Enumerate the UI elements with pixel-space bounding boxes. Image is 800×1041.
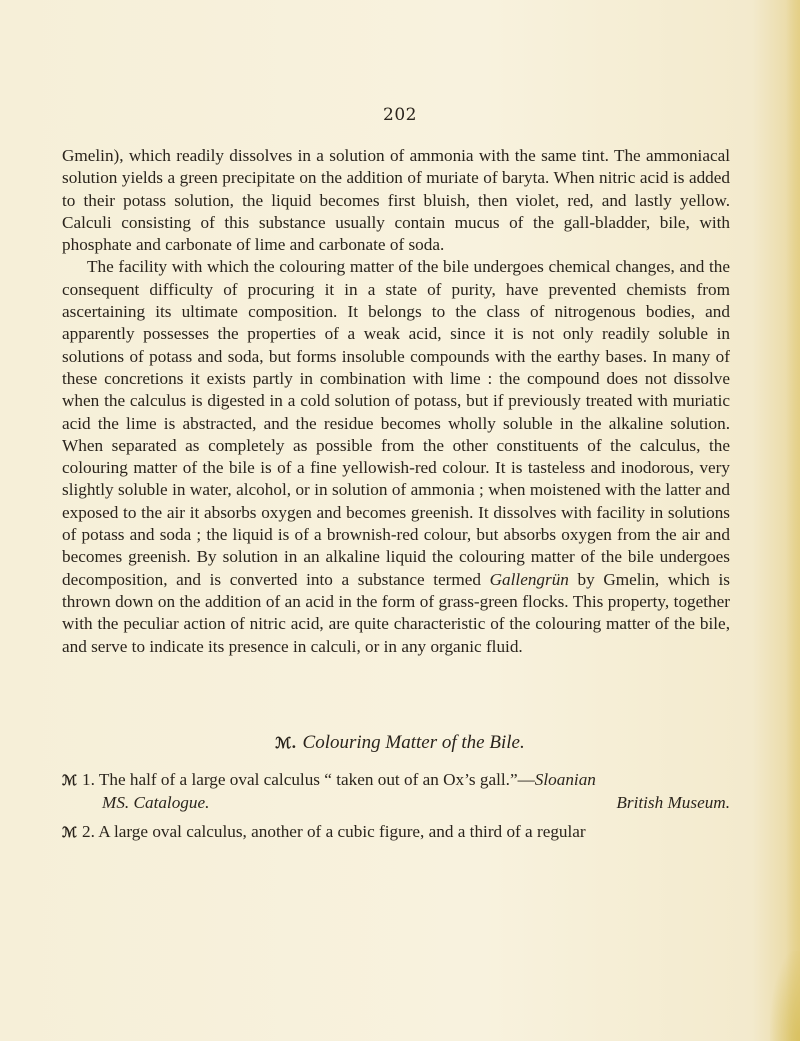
italic-term: Gallengrün	[489, 569, 569, 589]
section-heading	[0, 732, 800, 754]
page-edge-shading	[786, 0, 800, 1041]
page-number: 202	[383, 105, 417, 125]
entry-1-line	[62, 769, 730, 792]
heading-title: Colouring Matter of the Bile.	[302, 732, 525, 753]
entry-2-text: A large oval calculus, another of a cubic figure, and a third of a regular	[98, 821, 586, 841]
entry-1-continuation	[62, 792, 730, 814]
entry-2-number: 2.	[81, 821, 95, 841]
body-text	[62, 145, 730, 658]
heading-mark: ℳ.	[275, 734, 297, 752]
catalogue-entries	[62, 769, 730, 850]
corner-stain	[770, 951, 800, 1041]
entry-2-line	[62, 821, 730, 844]
entry-1-text: The half of a large oval calculus “ taken out of an Ox’s gall.”—	[98, 770, 535, 789]
entry-1-source: Sloanian	[534, 770, 596, 789]
entry-1-number: 1.	[81, 770, 95, 789]
paragraph-2	[62, 256, 730, 657]
entry-1-mark: ℳ	[62, 773, 77, 789]
entry-2-mark: ℳ	[62, 824, 77, 841]
paragraph-1: Gmelin), which readily dissolves in a solution of ammonia with the same tint. The ammoniacal solution yields a green precipitate on the addition of muriate of baryta. When nitric acid is added to their potass solution, the liquid becomes first bluish, then violet, red, and lastly yellow. Calculi consisting of this substance usually contain mucus of the gall-bladder, bile, with phosphate and carbonate of lime and carbonate of soda.	[62, 146, 730, 255]
catalogue-entry-2	[62, 821, 730, 844]
paragraph-2-text: The facility with which the colouring matter of the bile undergoes chemical changes, and the consequent difficulty of procuring it in a state of purity, have prevented chemists from ascertaining its ultimate composition. It belongs to the class of nitrogenous bodies, and apparently possesses the properties of a weak acid, since it is not only readily soluble in solutions of potass and soda, but forms insoluble compounds with the earthy bases. In many of these concretions it exists partly in combination with lime : the compound does not dissolve when the calculus is digested in a cold solution of potass, but if previously treated with muriatic acid the lime is abstracted, and the residue becomes wholly soluble in the alkaline solution. When separated as completely as possible from the other constituents of the calculus, the colouring matter of the bile is of a fine yellowish-red colour. It is tasteless and inodorous, very slightly soluble in water, alcohol, or in solution of ammonia ; when moistened with the latter and exposed to the air it absorbs oxygen and becomes greenish. It dissolves with facility in solutions of potass and soda ; the liquid is of a brownish-red colour, but absorbs oxygen from the air and becomes greenish. By solution in an alkaline liquid the colouring matter of the bile undergoes decomposition, and is converted into a substance termed Gallengrün by Gmelin, which is thrown down on the addition of an acid in the form of grass-green flocks. This property, together with the peculiar action of nitric acid, are quite characteristic of the colouring matter of the bile, and serve to indicate its presence in calculi, or in any organic fluid.	[62, 257, 730, 656]
entry-1-catalogue: MS. Catalogue.	[102, 793, 210, 813]
catalogue-entry-1	[62, 769, 730, 815]
entry-1-museum: British Museum.	[616, 793, 730, 813]
